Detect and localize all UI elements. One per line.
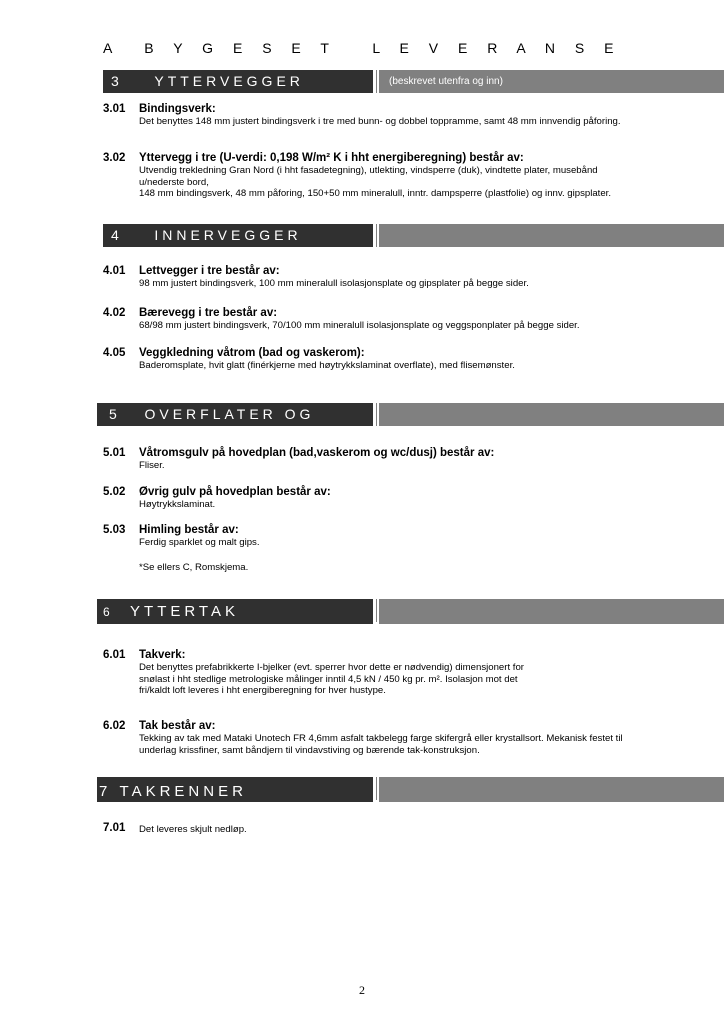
item-number: 4.01	[103, 265, 126, 277]
item-body: Fliser.	[139, 460, 165, 471]
body-line: fri/kaldt loft leveres i hht energiberegning for hver hustype.	[139, 685, 386, 696]
item-number: 5.02	[103, 486, 126, 498]
item-number: 6.01	[103, 649, 126, 661]
item-number: 6.02	[103, 720, 126, 732]
document-header	[103, 40, 621, 56]
item-number: 4.05	[103, 347, 126, 359]
section-bar-5	[0, 403, 724, 445]
body-line: snølast i hht stedlige metrologiske målinger inntil 4,5 kN / 450 kg pr. m². Isolasjon mot det	[139, 673, 518, 685]
item-heading: Yttervegg i tre (U-verdi: 0,198 W/m² K i hht energiberegning) består av:	[139, 152, 524, 164]
body-line: 148 mm bindingsverk, 48 mm påforing, 150+50 mm mineralull, inntr. dampsperre (plastfolie) og innv. gipsplater.	[139, 188, 612, 199]
section-bar-6	[0, 599, 724, 624]
section-bar-3	[0, 70, 724, 93]
item-number: 4.02	[103, 307, 126, 319]
page-number: 2	[359, 983, 365, 997]
section-note-5	[379, 403, 724, 426]
section-name-5: OVERFLATER OG HIMLING	[109, 406, 315, 445]
footnote: *Se ellers C, Romskjema.	[139, 562, 249, 573]
item-body	[139, 733, 709, 756]
item-number: 5.03	[103, 524, 126, 536]
section-title-7	[97, 777, 373, 802]
item-body: Høytrykkslaminat.	[139, 499, 216, 510]
section-name-6: YTTERTAK	[130, 603, 239, 620]
body-line: Tekking av tak med Mataki Unotech FR 4,6mm asfalt takbelegg farge skifergrå eller krystallsort. Mekanisk festet til	[139, 733, 623, 744]
section-note-3: (beskrevet utenfra og inn)	[379, 70, 724, 93]
section-title-5	[97, 403, 373, 445]
section-title-6	[97, 599, 373, 624]
item-heading: Bindingsverk:	[139, 103, 216, 115]
section-number-7: 7	[99, 783, 112, 800]
item-body: 68/98 mm justert bindingsverk, 70/100 mm mineralull isolasjonsplate og veggsponplater på begge sider.	[139, 320, 580, 331]
item-heading: Bærevegg i tre består av:	[139, 307, 278, 319]
item-body	[139, 165, 709, 200]
item-body: Det benyttes 148 mm justert bindingsverk i tre med bunn- og dobbel toppramme, samt 48 mm innvendig påforing.	[139, 116, 621, 127]
section-title-3	[103, 70, 373, 93]
section-number-3: 3	[111, 73, 123, 89]
item-heading: Tak består av:	[139, 720, 216, 732]
item-heading: Takverk:	[139, 649, 186, 661]
item-heading: Lettvegger i tre består av:	[139, 265, 280, 277]
item-heading: Våtromsgulv på hovedplan (bad,vaskerom og wc/dusj) består av:	[139, 447, 495, 459]
section-bar-4	[0, 224, 724, 247]
item-number: 3.01	[103, 103, 126, 115]
section-number-5: 5	[109, 406, 121, 422]
item-number: 7.01	[103, 822, 126, 834]
item-body	[139, 662, 709, 697]
section-name-3: YTTERVEGGER	[154, 73, 304, 89]
section-note-6	[379, 599, 724, 624]
item-heading: Veggkledning våtrom (bad og vaskerom):	[139, 347, 365, 359]
section-name-7: TAKRENNER	[119, 783, 247, 800]
item-body: Baderomsplate, hvit glatt (finérkjerne med høytrykkslaminat overflate), med flisemønster.	[139, 360, 515, 371]
section-note-7	[379, 777, 724, 802]
item-body: 98 mm justert bindingsverk, 100 mm mineralull isolasjonsplate og gipsplater på begge sider.	[139, 278, 529, 289]
section-title-4	[103, 224, 373, 247]
item-heading: Himling består av:	[139, 524, 239, 536]
section-number-4: 4	[111, 227, 123, 243]
section-bar-7	[0, 777, 724, 802]
body-line: Det benyttes prefabrikkerte I-bjelker (evt. sperrer hvor dette er nødvendig) dimensjonert for	[139, 662, 524, 673]
body-line: u/nederste bord,	[139, 176, 209, 188]
item-heading: Øvrig gulv på hovedplan består av:	[139, 486, 331, 498]
header-letter: A	[103, 40, 121, 56]
body-line: underlag krissfiner, samt båndjern til vindavstiving og bærende tak-konstruksjon.	[139, 744, 480, 756]
item-body: Ferdig sparklet og malt gips.	[139, 537, 260, 548]
item-number: 5.01	[103, 447, 126, 459]
header-title: B Y G E S E T L E V E R A N S E	[144, 40, 622, 56]
item-body: Det leveres skjult nedløp.	[139, 824, 247, 835]
item-number: 3.02	[103, 152, 126, 164]
section-note-4	[379, 224, 724, 247]
section-number-6: 6	[103, 605, 114, 619]
section-name-4: INNERVEGGER	[154, 227, 302, 243]
body-line: Utvendig trekledning Gran Nord (i hht fasadetegning), utlekting, vindsperre (duk), vindtette plater, musebånd	[139, 165, 598, 176]
